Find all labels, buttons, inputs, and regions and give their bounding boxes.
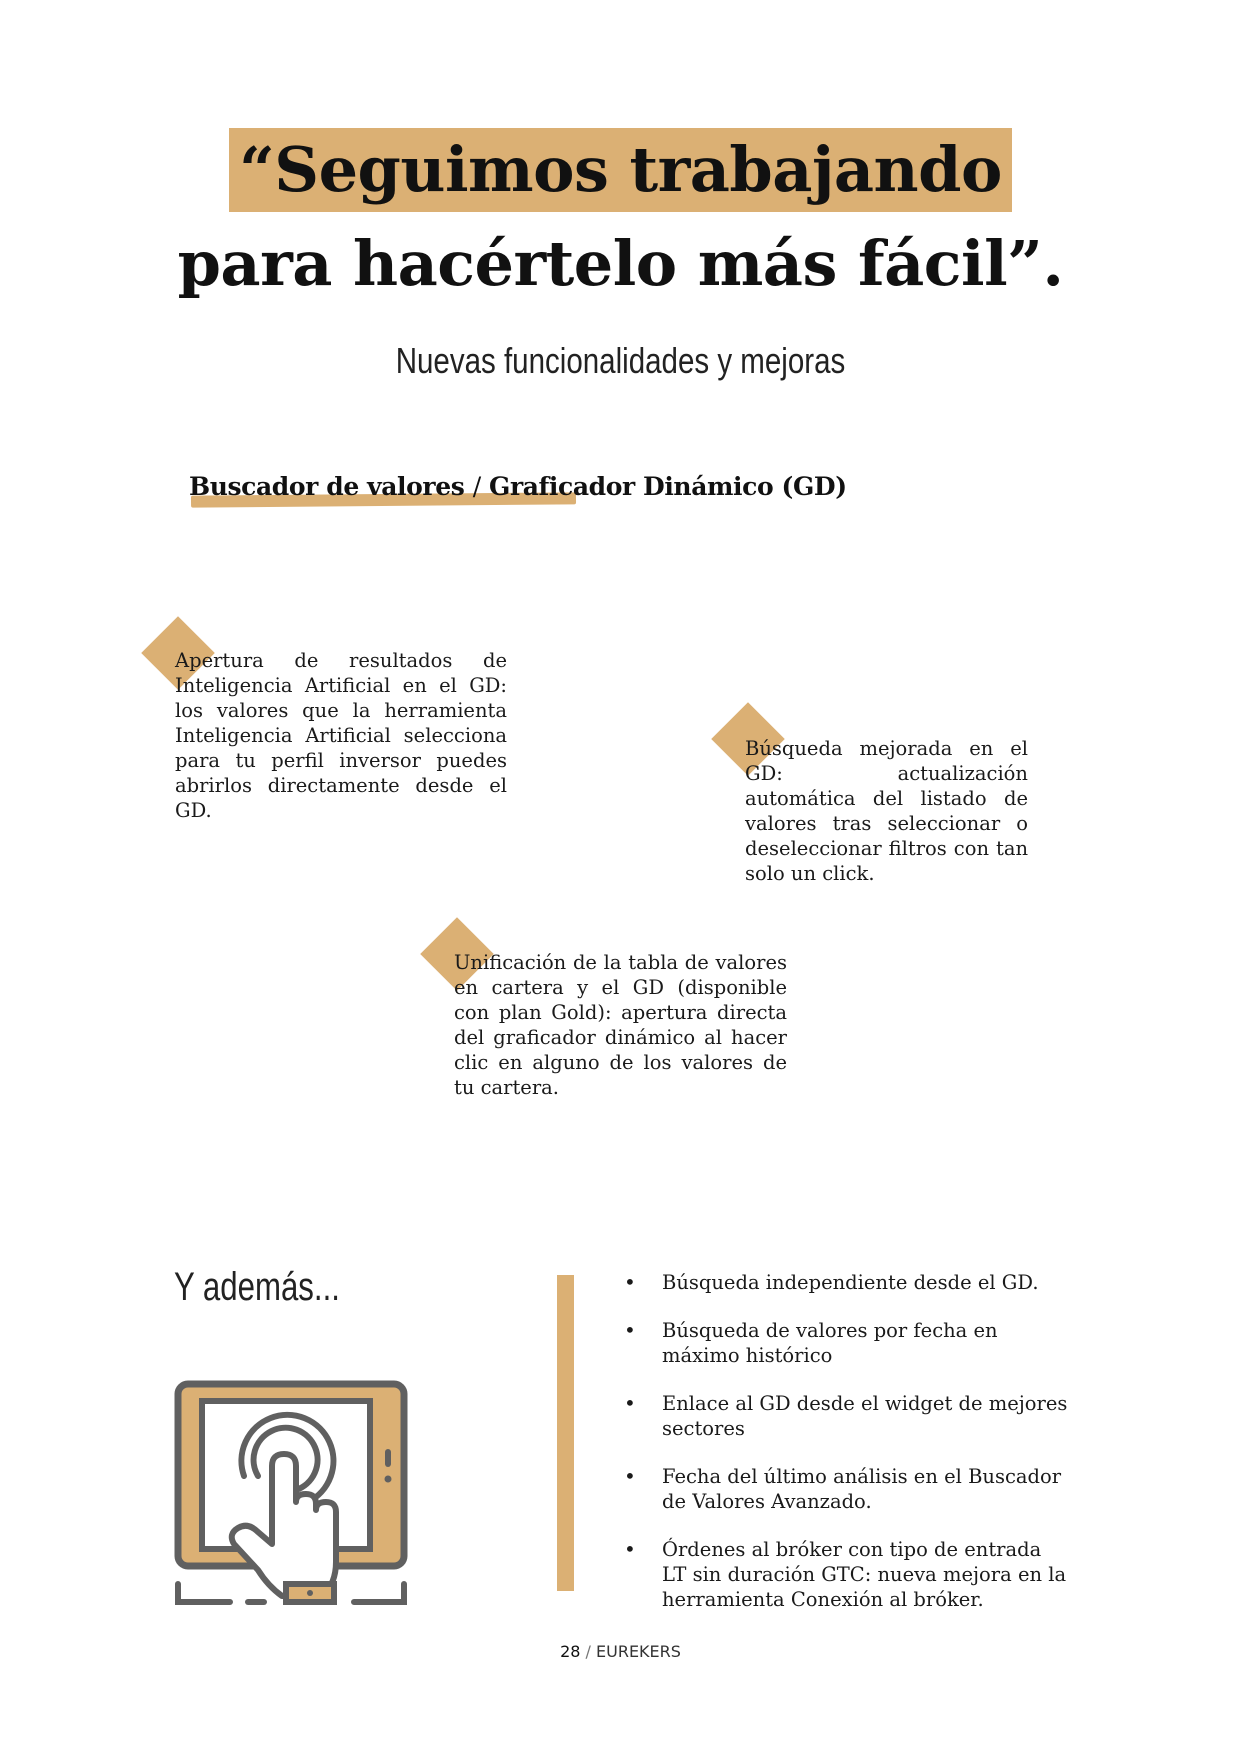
bullet-icon: • <box>624 1537 636 1561</box>
footer-separator: / <box>585 1642 591 1661</box>
list-item: • Órdenes al bróker con tipo de entrada LT sin duración GTC: nueva mejora en la herramienta Conexión al bróker. <box>624 1537 1067 1611</box>
divider-bar <box>557 1275 574 1591</box>
feature-2-text: Búsqueda mejorada en el GD: actualización automática del listado de valores tras seleccionar o deseleccionar filtros con tan solo un click. <box>745 737 1028 885</box>
feature-1-text: Apertura de resultados de Inteligencia Artificial en el GD: los valores que la herramienta Inteligencia Artificial selecciona para tu perfil inversor puedes abrirlos directamente desde el GD. <box>175 649 507 822</box>
also-bullet-list <box>620 1270 1070 1635</box>
headline-line-2: para hacértelo más fácil”. <box>177 227 1064 300</box>
section-heading-part1: Buscador de valores <box>189 472 465 501</box>
feature-3-text: Unificación de la tabla de valores en cartera y el GD (disponible con plan Gold): apertura directa del graficador dinámico al hacer clic en alguno de los valores de tu cartera. <box>454 951 787 1099</box>
section-heading-part2: Graficador Dinámico (GD) <box>489 472 847 501</box>
bullet-icon: • <box>624 1318 636 1342</box>
list-item: • Búsqueda de valores por fecha en máximo histórico <box>624 1318 998 1367</box>
publication-name: EUREKERS <box>596 1642 681 1661</box>
section-heading-separator: / <box>472 472 481 501</box>
list-item: • Búsqueda independiente desde el GD. <box>624 1270 1039 1294</box>
headline-highlight: “Seguimos trabajando <box>229 128 1012 212</box>
list-item: • Enlace al GD desde el widget de mejores sectores <box>624 1391 1068 1440</box>
bullet-icon: • <box>624 1391 636 1415</box>
bullet-icon: • <box>624 1270 636 1294</box>
list-item: • Fecha del último análisis en el Buscador de Valores Avanzado. <box>624 1464 1062 1513</box>
bullet-icon: • <box>624 1464 636 1488</box>
page-number: 28 <box>560 1642 581 1661</box>
section-heading <box>189 470 847 504</box>
tablet-touch-icon <box>172 1374 412 1612</box>
also-title: Y además... <box>174 1265 340 1309</box>
headline-line-1 <box>0 128 1241 212</box>
subtitle: Nuevas funcionalidades y mejoras <box>395 340 846 381</box>
page-footer <box>0 1642 1241 1661</box>
